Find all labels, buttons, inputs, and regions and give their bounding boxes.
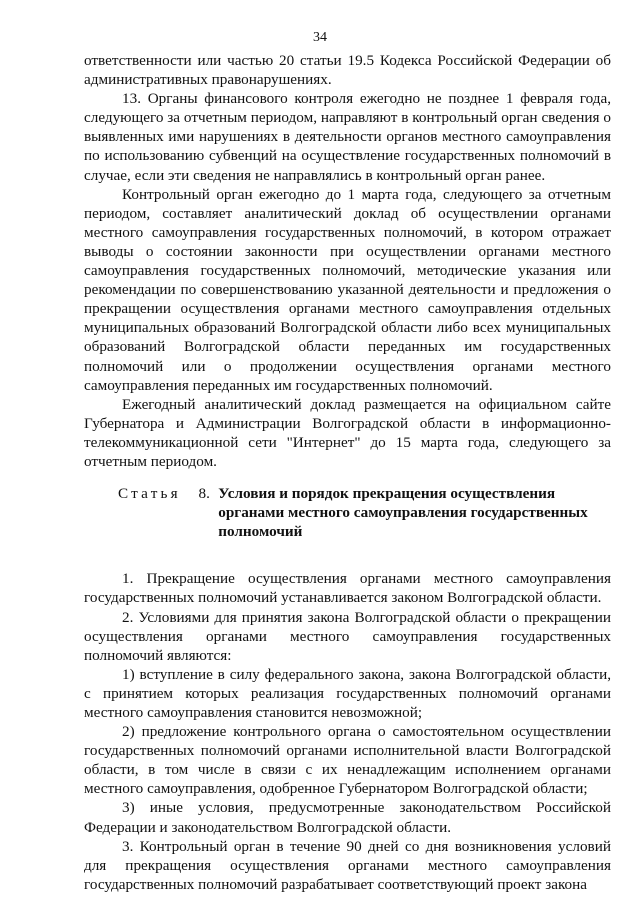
spacer [84, 553, 611, 569]
paragraph-control-report: Контрольный орган ежегодно до 1 марта года, следующего за отчетным периодом, составляет аналитический доклад об осуществлении органами местного самоуправления государственных полномочий, в котором отражает выводы о состоянии законности при осуществлении органами местного самоуправления государственных полномочий, методические указания или рекомендации по совершенствованию указанной деятельности и предложения о прекращении осуществления органами местного самоуправления отдельных муниципальных образований Волгоградской области либо всех муниципальных образований Волгоградской области переданных им государственных полномочий или о продолжении осуществления органами местного самоуправления переданных им государственных полномочий. [84, 185, 611, 394]
article-label: Статья [118, 485, 181, 503]
paragraph-continuation: ответственности или частью 20 статьи 19.5 Кодекса Российской Федерации об административных правонарушениях. [84, 52, 611, 89]
paragraph-item-1: 1. Прекращение осуществления органами местного самоуправления государственных полномочий устанавливается законом Волгоградской области. [84, 570, 611, 607]
paragraph-report-publication: Ежегодный аналитический доклад размещается на официальном сайте Губернатора и Администрации Волгоградской области в информационно-телекоммуникационной сети "Интернет" до 15 марта года, следующего за отчетным периодом. [84, 395, 611, 470]
paragraph-item-2: 2. Условиями для принятия закона Волгоградской области о прекращении осуществления органами местного самоуправления государственных полномочий являются: [84, 608, 611, 664]
page-number: 34 [313, 30, 327, 45]
paragraph-item-13: 13. Органы финансового контроля ежегодно не позднее 1 февраля года, следующего за отчетным периодом, направляют в контрольный орган сведения о выявленных ими нарушениях в деятельности органов местного самоуправления по использованию субвенций на осуществление государственных полномочий в случае, если эти сведения не направлялись в контрольный орган ранее. [84, 90, 611, 184]
article-heading [84, 484, 611, 541]
paragraph-item-3: 3. Контрольный орган в течение 90 дней со дня возникновения условий для прекращения осуществления органами местного самоуправления государственных полномочий разрабатывает соответствующий проект закона [84, 837, 611, 893]
article-number: 8. [198, 485, 210, 503]
article-title: Условия и порядок прекращения осуществления органами местного самоуправления государственных полномочий [218, 485, 588, 541]
paragraph-subitem-1: 1) вступление в силу федерального закона, закона Волгоградской области, с принятием которых реализация государственных полномочий органами местного самоуправления становится невозможной; [84, 665, 611, 721]
body-text [84, 51, 611, 894]
paragraph-subitem-3: 3) иные условия, предусмотренные законодательством Российской Федерации и законодательством Волгоградской области. [84, 799, 611, 836]
paragraph-subitem-2: 2) предложение контрольного органа о самостоятельном осуществлении государственных полномочий органами исполнительной власти Волгоградской области, в том числе в связи с их ненадлежащим исполнением органами местного самоуправления, одобренное Губернатором Волгоградской области; [84, 723, 611, 798]
